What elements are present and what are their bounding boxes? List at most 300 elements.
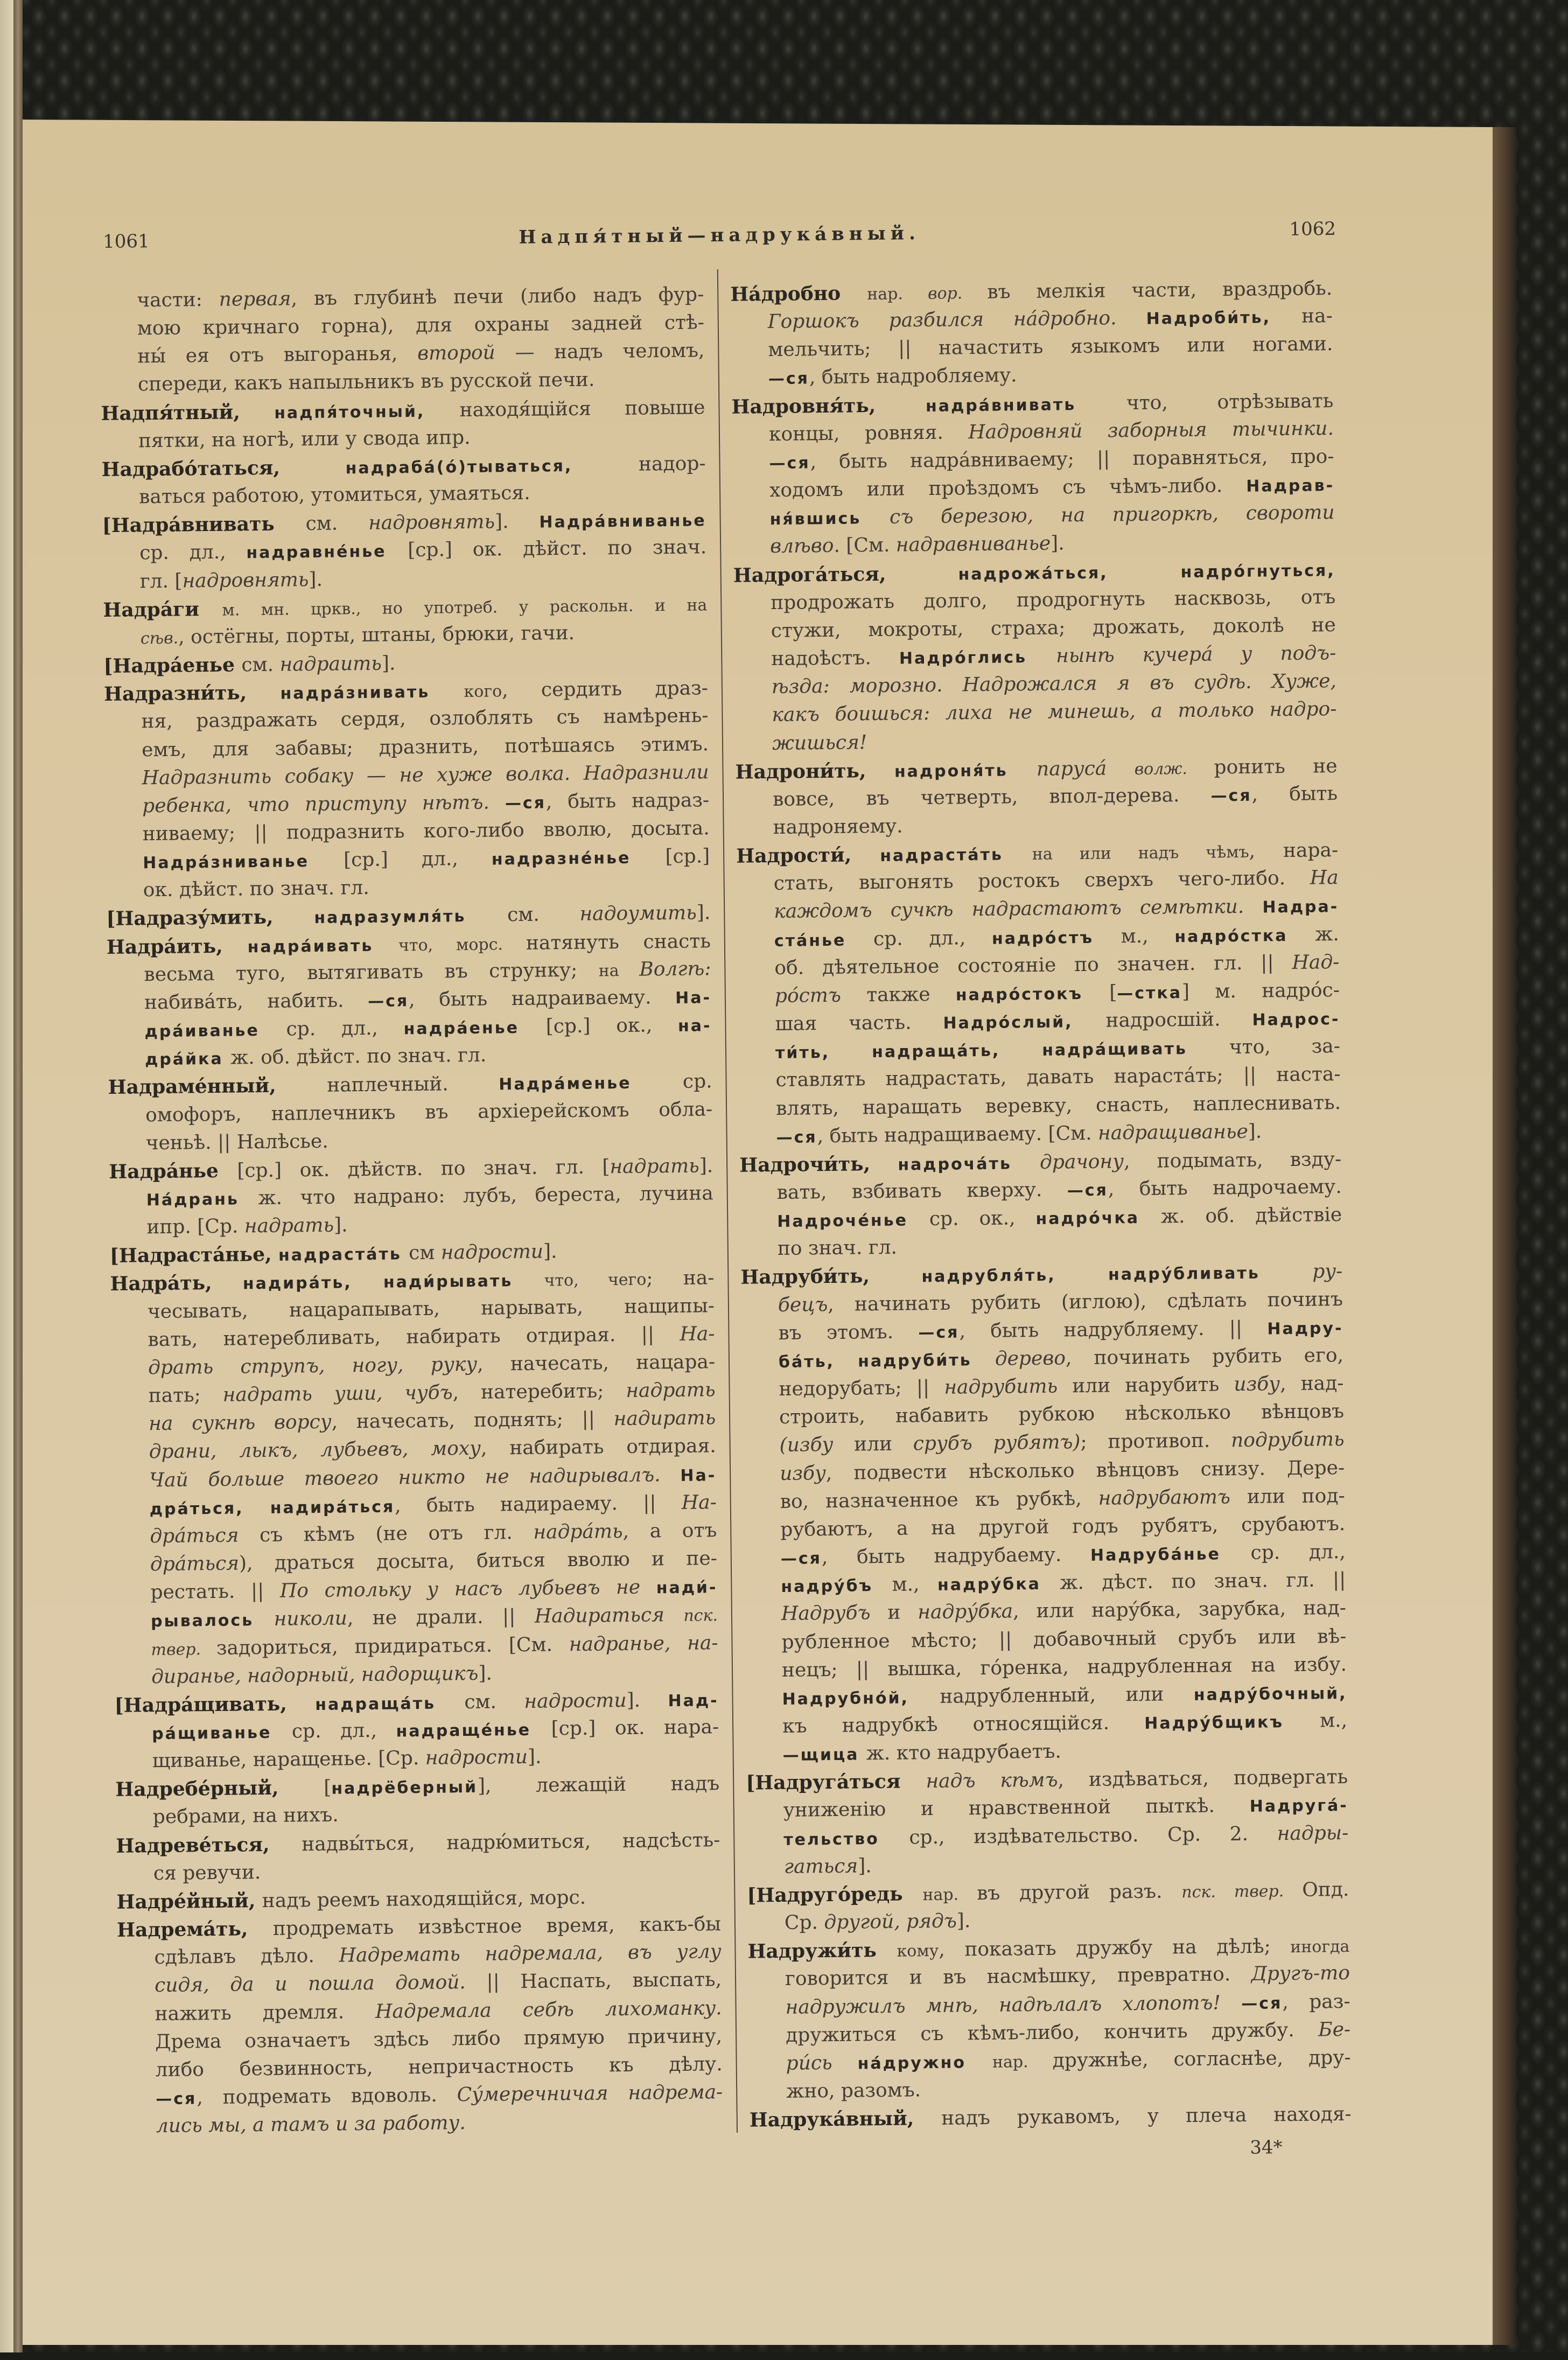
italic-text: надрости [440, 1240, 544, 1264]
italic-text: надрубаютъ [1098, 1485, 1248, 1510]
text: , быть надращиваему. [См. [817, 1122, 1098, 1147]
italic-text: надъ кѣмъ [926, 1769, 1058, 1793]
italic-text: Надровняй заборныя тычинки. [968, 417, 1334, 443]
subheadword: —ся [768, 369, 810, 389]
text: Дрема означаетъ здѣсь либо прямую причину, [155, 2024, 723, 2053]
text: ; противоп. [1080, 1429, 1231, 1454]
italic-text: жишься! [772, 731, 867, 755]
text: части: [137, 288, 219, 312]
small-text: м. мн. цркв., но употреб. у раскольн. и на [222, 596, 708, 620]
subheadword: надраба́(о́)тываться, [345, 456, 639, 478]
subheadword: на́дружно [857, 2052, 993, 2073]
text: [ср.] ок. дѣйств. по знач. гл. [ [237, 1156, 610, 1182]
text: стужи, мокроты, страха; дрожать, доколѣ не [771, 613, 1336, 642]
subheadword: —щица [782, 1745, 866, 1765]
italic-text: надрать [610, 1155, 699, 1178]
italic-text: драть струпъ, ногу, руку [148, 1353, 478, 1379]
right-column [730, 274, 1352, 2134]
italic-text: съ березою, на пригоркѣ, свороти [889, 501, 1335, 528]
small-text: что, чего [544, 1270, 647, 1290]
subheadword: На- [680, 1465, 717, 1485]
subheadword: надро́чка [1035, 1208, 1161, 1229]
text: съ кѣмъ (не отъ гл. [259, 1521, 534, 1546]
text: униженію и нравственной пыткѣ. [783, 1795, 1250, 1822]
italic-text: На- [680, 1322, 715, 1345]
italic-text: бецъ [778, 1293, 828, 1316]
text: м., [1121, 924, 1175, 947]
text: ]. [699, 1155, 713, 1177]
subheadword: Надруба́нье [1090, 1544, 1251, 1565]
headword: [Надра́енье [103, 653, 242, 678]
text: м., [892, 1573, 938, 1596]
text: , быть [1251, 782, 1338, 806]
text: надроняему. [773, 815, 903, 839]
headword: Надра́нье [109, 1159, 237, 1183]
text: надвы́ться, надрю́миться, надсѣсть- [302, 1828, 720, 1855]
headword: Надразни́ть, [103, 681, 281, 706]
text: ср. дл., [139, 541, 247, 564]
text: недорубать; || [779, 1376, 944, 1401]
text: ипр. [Ср. [146, 1215, 245, 1239]
text: надрубленный, или [940, 1682, 1194, 1708]
text: мою кричнаго горна), для охраны задней стѣ- [137, 311, 705, 340]
text: ны́ ея отъ выгоранья, [137, 343, 418, 368]
italic-text: надрубить [944, 1375, 1073, 1399]
subheadword: Надруга́- [1249, 1796, 1348, 1817]
italic-text: лись мы, а тамъ и за работу. [156, 2112, 466, 2138]
subheadword: Надрубно́й, [782, 1688, 940, 1709]
text: ; на- [646, 1267, 715, 1290]
italic-text: Надрубъ [781, 1602, 888, 1625]
text: натянуть снасть [526, 930, 711, 954]
text: ня, раздражать сердя, озлоблять съ намѣрень- [141, 704, 709, 733]
subheadword: Над- [668, 1691, 719, 1710]
italic-text: влѣво [769, 535, 834, 558]
subheadword: надразумля́ть [314, 906, 508, 928]
text: ся ревучи. [153, 1861, 261, 1884]
italic-text: Надразнить собаку — не хуже волка. Надразнили [142, 760, 709, 789]
italic-text: Волгѣ: [639, 958, 711, 981]
subheadword: надразне́нье [491, 848, 666, 869]
subheadword: дра́иванье [144, 1021, 286, 1042]
text: , начинать рубить (иглою), сдѣлать починъ [828, 1288, 1343, 1316]
headword: Надруби́ть, [740, 1264, 922, 1289]
subheadword: —ся [367, 992, 409, 1011]
headword: Надребе́рный, [115, 1776, 324, 1802]
headword: Надраме́нный, [108, 1074, 327, 1099]
subheadword: надраста́ть [278, 1245, 409, 1266]
text: [ср.] ок. нара- [551, 1716, 719, 1740]
text: надоѣстъ. [771, 646, 900, 671]
text: , над- [1279, 1372, 1344, 1395]
subheadword: ста́нье [774, 930, 874, 951]
italic-text: паруса́ [1036, 757, 1135, 780]
text: говорится и въ насмѣшку, превратно. [785, 1963, 1251, 1991]
subheadword: надро́стокъ [955, 984, 1110, 1005]
subheadword: надраста́ть [880, 845, 1033, 866]
italic-text: На- [681, 1491, 717, 1514]
italic-text: Чай больше твоего никто не надирывалъ. [149, 1463, 681, 1491]
italic-text: Горшокъ разбился на́дробно. [767, 306, 1146, 333]
text: , быть надрубляему. || [959, 1317, 1268, 1343]
italic-text: надружилъ мнѣ, надѣлалъ хлопотъ! [785, 1991, 1242, 2019]
text: м., [1319, 1709, 1348, 1732]
subheadword: надро́стка [1174, 926, 1315, 946]
headword: Надра́ги [103, 597, 222, 622]
text: , быть надробляему. [809, 364, 1017, 389]
text: [ср.] ок. дѣйст. по знач. [408, 536, 707, 562]
italic-text: дерево [995, 1347, 1066, 1370]
headword: На́дробно [730, 282, 867, 306]
text: вать, натеребливать, набирать отдирая. || [148, 1323, 680, 1351]
text: надор- [638, 452, 706, 476]
subheadword: Надроче́нье [777, 1211, 930, 1232]
italic-text: второй [417, 341, 495, 365]
text: ]. [381, 652, 396, 675]
headword: Надреве́ться, [116, 1832, 302, 1858]
text: см [408, 1241, 442, 1265]
text: , быть надрубаему. [821, 1543, 1091, 1569]
subheadword: надру́бка [937, 1574, 1060, 1595]
small-text: кого [464, 682, 502, 702]
text: , начесать, нацара- [477, 1351, 716, 1375]
text: || Наспать, выспать, [486, 1968, 722, 1994]
italic-text: подрубить [1230, 1428, 1345, 1452]
subheadword: ра́щиванье [152, 1723, 292, 1744]
headword: Надрочи́ть, [739, 1152, 898, 1177]
text: ]. [333, 1214, 348, 1237]
continuation-line [102, 534, 706, 568]
headword: Надпя́тный, [101, 400, 275, 425]
small-text: нар. [922, 1885, 977, 1905]
italic-text: надоумить [579, 902, 697, 926]
text: [ср.] [665, 845, 710, 868]
subheadword: Надрав- [1246, 476, 1335, 496]
text: ребрами, на нихъ. [152, 1804, 339, 1828]
headword: Надрука́вный, [749, 2107, 942, 2132]
text: по знач. гл. [777, 1236, 898, 1260]
headword: [Надра́щивать, [114, 1692, 316, 1717]
text: стать, выгонять ростокъ сверхъ чего-либо. [773, 867, 1311, 895]
text: ж. [1314, 923, 1339, 946]
text: ср. ок., [929, 1207, 1036, 1231]
headword: Надровня́ть, [731, 393, 926, 418]
italic-text: каждомъ сучкѣ надрастаютъ семѣтки. [774, 895, 1263, 923]
subheadword: Надро́слый, [943, 1012, 1106, 1033]
text: ченьѣ. || Налѣсье. [145, 1130, 328, 1154]
italic-text: По стольку у насъ лубьевъ не [279, 1576, 656, 1602]
subheadword: надпя́точный, [274, 401, 460, 423]
text: ]. [494, 510, 540, 533]
text: ходомъ или проѣздомъ съ чѣмъ-либо. [769, 474, 1247, 502]
subheadword: надру́бъ [781, 1576, 892, 1597]
text: , издѣваться, подвергать [1058, 1766, 1348, 1791]
small-text: что, морс. [398, 934, 527, 955]
text: ваться работою, утомиться, умаяться. [138, 481, 530, 508]
subheadword: дра́ться, надира́ться [149, 1497, 395, 1519]
text: весьма туго, вытягивать въ струнку; [144, 959, 599, 986]
text: [ [1109, 981, 1117, 1004]
italic-text: какъ боишься: лиха не минешь, а только надро- [772, 698, 1337, 727]
italic-text: надрать [244, 1214, 334, 1238]
italic-text: срубъ рубятъ) [913, 1431, 1081, 1455]
italic-text: надра́ть [533, 1520, 623, 1544]
text: , быть надираему. || [394, 1491, 682, 1517]
text: гл. [ [139, 570, 183, 592]
text: , сердить драз- [501, 677, 709, 702]
subheadword: Надроби́ть, [1146, 308, 1302, 329]
text: ср. дл., [291, 1719, 396, 1743]
small-text: нар. [867, 284, 928, 304]
text: и [887, 1601, 918, 1624]
text: , подвести нѣсколько вѣнцовъ снизу. Дере- [825, 1456, 1345, 1484]
italic-text: надрать [626, 1379, 716, 1402]
italic-text: диранье, надорный, надорщикъ [151, 1662, 479, 1688]
text: , нара- [1249, 839, 1339, 862]
text: ставлять надрастать, давать нараста́ть; || наста- [775, 1063, 1341, 1092]
text: продрожать долго, продрогнуть насквозь, отъ [771, 585, 1336, 614]
italic-text: драни, лыкъ, лубьевъ, моху [149, 1437, 481, 1463]
italic-text: нынѣ кучера́ у подъ- [1055, 642, 1336, 667]
text: . [См. [834, 534, 897, 557]
headword: [Надраста́нье, [109, 1243, 279, 1268]
italic-text: Другъ-то [1251, 1962, 1350, 1986]
subheadword: Надро́глись [899, 647, 1056, 668]
text: ]. [858, 1854, 872, 1877]
headword: [Надразу́мить, [106, 905, 314, 931]
text: , подымать, взду- [1123, 1148, 1342, 1173]
text: ]. [1248, 1120, 1262, 1143]
italic-text: сидя, да и пошла домой. [154, 1971, 487, 1997]
text: ср. дл., [1250, 1541, 1346, 1564]
subheadword: Надра́зниванье [143, 851, 344, 873]
subheadword: дра́йка [144, 1049, 231, 1070]
italic-text: избу [1234, 1373, 1280, 1396]
subheadword: надро́стъ [991, 927, 1121, 948]
text: емъ, для забавы; дразнить, потѣшаясь этимъ. [141, 732, 709, 761]
italic-text: Бе- [1318, 2018, 1351, 2041]
text: , остёгны, порты, штаны, брюки, гачи. [178, 622, 575, 648]
text: въ другой разъ. [976, 1880, 1182, 1905]
subheadword: на- [677, 1016, 712, 1036]
text: ]. [543, 1240, 557, 1263]
running-header [103, 213, 1336, 257]
text: сдѣлавъ дѣло. [154, 1944, 339, 1969]
italic-text: надранье, на- [569, 1631, 718, 1656]
text: продремать извѣстное время, какъ-бы [272, 1913, 722, 1940]
text: задориться, придираться. [См. [216, 1633, 569, 1659]
text: ), драться досыта, биться вволю и пе- [239, 1547, 718, 1575]
subheadword: нади́- [656, 1578, 718, 1598]
text: чесывать, нацарапывать, нарывать, нащипы- [147, 1294, 715, 1323]
subheadword: —ся [1210, 786, 1252, 806]
subheadword: надра́внивать [925, 394, 1127, 416]
italic-text: дра́ться [150, 1552, 240, 1576]
text: либо безвинность, непричастность къ дѣлу. [155, 2052, 723, 2082]
subheadword: рывалось [150, 1611, 274, 1631]
headword: Надрема́ть, [116, 1917, 274, 1942]
text: на- [1301, 305, 1333, 327]
text: строить, набавить рубкою нѣсколько вѣнцовъ [779, 1400, 1345, 1429]
text: ]. [309, 568, 323, 591]
text: концы, ровняя. [768, 421, 969, 445]
text: находя́щійся повыше [459, 396, 705, 421]
page-number-left: 1061 [102, 231, 150, 253]
small-italic-text: пск. твер. [1181, 1881, 1303, 1902]
text: что, за- [1229, 1035, 1341, 1059]
subheadword: —ся [156, 2089, 197, 2109]
text: мельчить; || начастить языкомъ или ногами. [768, 333, 1333, 361]
text: надъ реемъ находящійся, морс. [262, 1886, 586, 1912]
small-text: иногда [1290, 1937, 1350, 1957]
subheadword: Надру́бщикъ [1144, 1712, 1320, 1733]
text: [ [324, 1777, 332, 1799]
text: , починать рубить его, [1065, 1344, 1344, 1370]
text: шая часть. [775, 1011, 943, 1036]
italic-text: первая [219, 288, 291, 311]
small-italic-text: сѣв. [140, 629, 179, 648]
italic-text: надрать уши, чубъ [222, 1381, 453, 1406]
subheadword: надроня́ть [894, 760, 1037, 781]
text: рубленное мѣсто; || добавочный срубъ или вѣ- [781, 1625, 1347, 1653]
italic-text: на сукнѣ ворсу [148, 1411, 332, 1435]
text: нажить дремля. [155, 2000, 376, 2025]
italic-text: ру- [1312, 1260, 1343, 1283]
text: — надъ челомъ, [495, 339, 705, 364]
text: набива́ть, набить. [144, 989, 368, 1014]
subheadword: —ся [769, 453, 810, 473]
small-text: на [598, 961, 640, 981]
text: рубаютъ, а на другой годъ рубятъ, срубаютъ. [780, 1512, 1346, 1541]
subheadword: На́дрань [146, 1190, 258, 1210]
headword: Надрости́, [736, 843, 880, 868]
text: вать, взбивать кверху. [776, 1178, 1068, 1204]
entry-line [749, 2100, 1351, 2134]
italic-text: Надремать надремала, въ углу [339, 1940, 722, 1967]
small-text: нар. [992, 2052, 1053, 2072]
italic-text: Су́меречничая надрема- [457, 2081, 723, 2106]
text: щиванье, наращенье. [Ср. [152, 1747, 425, 1772]
italic-text: избу [779, 1462, 827, 1485]
text: , набирать отдирая. [480, 1435, 716, 1460]
page-number-right: 1062 [1289, 218, 1336, 240]
subheadword: надраща́ть [315, 1693, 465, 1714]
subheadword: надрожа́ться, надро́гнуться, [958, 561, 1335, 584]
italic-text: другой, рядъ [824, 1910, 957, 1934]
text: или под- [1247, 1484, 1345, 1508]
headword: Надра́ть, [110, 1271, 243, 1296]
text: , а отъ [622, 1519, 717, 1542]
small-italic-text: волж. [1134, 759, 1214, 779]
subheadword: надру́бочный, [1193, 1684, 1347, 1705]
text: ]. [527, 1745, 542, 1769]
subheadword: Надра- [1262, 897, 1339, 917]
text: рестать. || [150, 1580, 281, 1604]
subheadword: надроча́ть [898, 1154, 1040, 1175]
subheadword: надира́ть, нади́рывать [242, 1272, 544, 1294]
italic-text: надрости [425, 1746, 528, 1770]
text: ]. [626, 1688, 668, 1712]
small-italic-text: вор. [927, 283, 988, 303]
text: ж. что надрано: лубъ, береста, лучина [258, 1182, 713, 1210]
headword: [Надруга́ться [745, 1770, 926, 1795]
text: , натеребить; [452, 1380, 626, 1404]
subheadword: Надрос- [1252, 1010, 1340, 1030]
text: дружнѣе, согласнѣе, дру- [1052, 2046, 1351, 2072]
text: ], лежащій надъ [477, 1772, 720, 1798]
italic-text: На [1310, 867, 1339, 889]
italic-text: николи [274, 1607, 348, 1631]
text: пать; [148, 1384, 223, 1407]
text: ср. дл., [286, 1017, 404, 1041]
headword: [Надруго́редь [747, 1882, 923, 1907]
text: ]. [478, 1662, 493, 1685]
text: нецъ; || вышка, го́ренка, надрубленная на избу. [781, 1653, 1347, 1681]
text: къ надрубкѣ относящійся. [782, 1711, 1145, 1737]
italic-text: надравниванье [895, 533, 1051, 557]
running-title: Надпя́тный—надрука́вный. [519, 222, 921, 248]
italic-text: ро́стъ [774, 984, 867, 1007]
text: [ср.] дл., [343, 847, 492, 871]
small-text: на или надъ чѣмъ [1032, 842, 1249, 864]
text: влять, наращать веревку, снасть, наплеснивать. [775, 1091, 1341, 1120]
text: или нарубить [1072, 1373, 1234, 1398]
italic-text: надраить [279, 652, 382, 676]
italic-text: надрости [524, 1689, 627, 1713]
subheadword: Надра́менье [499, 1073, 683, 1094]
subheadword: —стка [1117, 983, 1182, 1003]
text: жно, разомъ. [786, 2079, 921, 2103]
headword: Надрабо́таться, [101, 456, 346, 481]
subheadword: Надру- [1267, 1318, 1343, 1339]
text: ок. дѣйст. по знач. гл. [143, 877, 369, 902]
text: ]. [956, 1910, 971, 1932]
italic-text: Надираться [534, 1604, 684, 1628]
small-text: кому [897, 1942, 939, 1961]
text: , быть надраз- [545, 789, 710, 813]
small-italic-text: пск. [683, 1606, 718, 1626]
continuation-line [119, 2106, 723, 2141]
text: об. дѣятельное состояніе по значен. гл. || [774, 951, 1292, 979]
text: омофоръ, наплечникъ въ архіерейскомъ обла- [145, 1098, 713, 1126]
text: надросшій. [1105, 1008, 1252, 1032]
subheadword: надраще́нье [396, 1720, 551, 1741]
subheadword: На- [675, 988, 712, 1008]
subheadword: надрубля́ть, надру́бливать [921, 1263, 1313, 1287]
text: Опд. [1301, 1878, 1349, 1901]
text: пятки, на ногѣ, или у свода ипр. [138, 426, 471, 452]
italic-text: драчону [1039, 1150, 1124, 1174]
text: надъ рукавомъ, у плеча находя- [941, 2103, 1352, 2130]
subheadword: надра́енье [403, 1018, 546, 1039]
subheadword: надрёберный [331, 1778, 478, 1799]
text: , начесать, поднять; || [331, 1408, 614, 1433]
subheadword: —ся [918, 1323, 960, 1343]
headword: [Надра́внивать [102, 512, 306, 537]
text: ср. [682, 1070, 712, 1093]
subheadword: ти́ть, надраща́ть, надра́щивать [775, 1039, 1230, 1063]
signature-mark: 34* [1250, 2136, 1283, 2159]
subheadword: —ся [505, 793, 547, 813]
text: въ этомъ. [778, 1321, 919, 1344]
text: вовсе, въ четверть, впол-дерева. [772, 784, 1211, 811]
text: , быть надраиваему. [408, 986, 676, 1011]
italic-text: надры- [1277, 1821, 1349, 1845]
subheadword: ня́вшись [769, 508, 890, 529]
italic-text: ѣзда: морозно. Надрожался я въ судѣ. Хуже, [771, 670, 1337, 699]
left-column [100, 281, 723, 2141]
italic-text: надровнять [368, 511, 495, 535]
